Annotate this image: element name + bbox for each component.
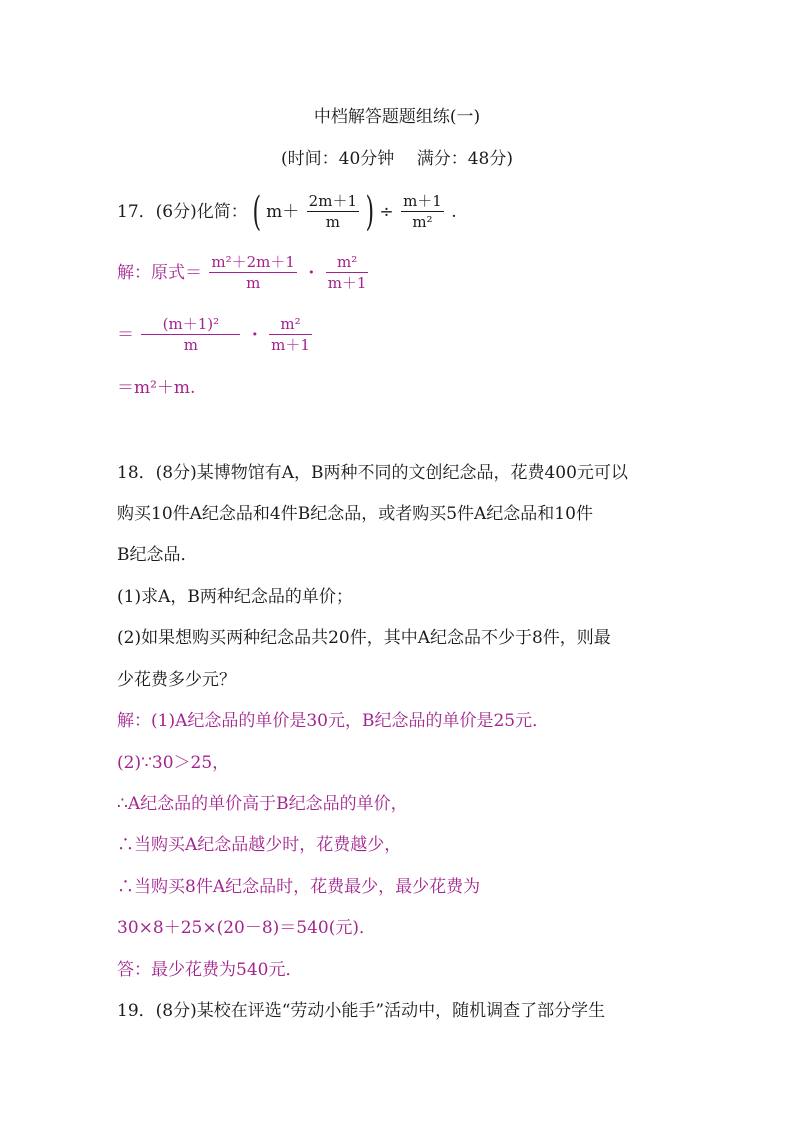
close-paren: ) — [365, 188, 375, 235]
q18-line2: 购买10件A纪念品和4件B纪念品，或者购买5件A纪念品和10件 — [117, 504, 593, 524]
q18-answer: 答：最少花费为540元． — [117, 960, 303, 980]
q18-solution-5: ∴当购买8件A纪念品时，花费最少，最少花费为 — [117, 877, 481, 897]
multiply-dot: · — [251, 324, 258, 345]
fraction-step2-b — [269, 314, 312, 355]
numerator: m² — [280, 315, 301, 333]
denominator: m² — [401, 211, 444, 232]
q17-result: ＝m²＋m. — [117, 378, 196, 398]
multiply-dot: · — [308, 262, 315, 283]
q18-line1: 18．(8分)某博物馆有A，B两种不同的文创纪念品，花费400元可以 — [117, 463, 628, 483]
q18-solution-4: ∴当购买A纪念品越少时，花费越少， — [117, 835, 402, 855]
q18-solution-2: (2)∵30＞25， — [117, 753, 230, 773]
denominator: m — [141, 334, 240, 355]
denominator: m＋1 — [271, 336, 310, 354]
equals-sign: ＝ — [117, 324, 134, 345]
q18-part2-line2: 少花费多少元？ — [117, 670, 236, 690]
divide-sign: ÷ — [379, 201, 394, 222]
fraction-step1-b — [326, 252, 369, 293]
q17-solution-step2 — [117, 312, 314, 357]
q18-part2-line1: (2)如果想购买两种纪念品共20件，其中A纪念品不少于8件，则最 — [117, 628, 611, 648]
q18-solution-3: ∴A纪念品的单价高于B纪念品的单价， — [117, 794, 408, 814]
denominator: m＋1 — [327, 274, 367, 292]
q18-solution-1: 解：(1)A纪念品的单价是30元，B纪念品的单价是25元． — [117, 711, 550, 731]
q19-line1: 19．(8分)某校在评选“劳动小能手”活动中，随机调查了部分学生 — [117, 1001, 606, 1021]
fraction-step2-a — [141, 314, 240, 355]
numerator: (m＋1)² — [162, 315, 220, 333]
numerator: m² — [336, 253, 358, 271]
numerator: m²＋2m＋1 — [211, 253, 295, 271]
fraction-2m1-over-m — [307, 191, 359, 232]
q17-solution-step1 — [117, 250, 370, 295]
denominator: m — [209, 272, 297, 293]
page-title: 中档解答题题组练(一) — [313, 107, 481, 127]
fraction-step1-a — [209, 252, 297, 293]
page-subtitle: (时间：40分钟 满分：48分) — [281, 149, 513, 169]
numerator: 2m＋1 — [308, 192, 357, 210]
q18-part1: (1)求A，B两种纪念品的单价； — [117, 587, 353, 607]
period: . — [451, 201, 457, 222]
numerator: m＋1 — [403, 192, 442, 210]
q17-stem — [117, 188, 457, 235]
m-plus: m＋ — [266, 201, 300, 222]
fraction-m1-over-m2 — [401, 191, 444, 232]
denominator: m — [307, 211, 359, 232]
q18-line3: B纪念品． — [117, 545, 198, 565]
q17-label: 17．(6分)化简： — [117, 201, 248, 222]
q18-solution-6: 30×8＋25×(20－8)＝540(元)． — [117, 918, 376, 938]
open-paren: ( — [252, 188, 262, 235]
solution-prefix: 解：原式＝ — [117, 262, 202, 283]
